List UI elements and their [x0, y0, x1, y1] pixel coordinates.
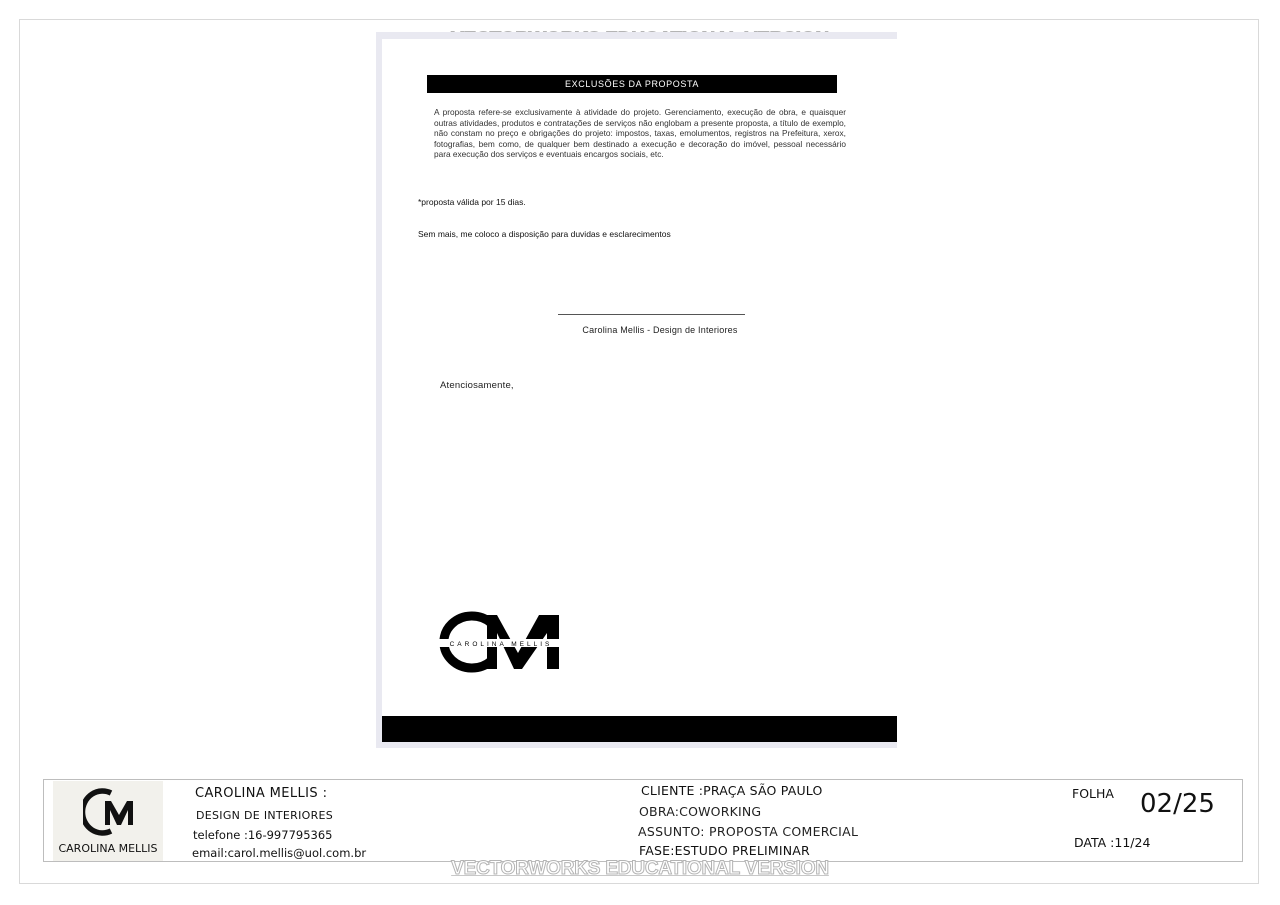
cm-monogram-icon — [83, 785, 135, 837]
assunto-field: ASSUNTO: PROPOSTA COMERCIAL — [638, 824, 859, 839]
signature-line — [558, 314, 745, 315]
cm-monogram-icon — [439, 609, 563, 673]
watermark-bottom: VECTORWORKS EDUCATIONAL VERSION — [451, 858, 829, 879]
sheet-number: 02/25 — [1140, 789, 1215, 819]
sheet-label: FOLHA — [1072, 786, 1114, 801]
closing-text: Sem mais, me coloco a disposição para duvidas e esclarecimentos — [418, 229, 671, 239]
validity-note: *proposta válida por 15 dias. — [418, 197, 526, 207]
client-field: CLIENTE :PRAÇA SÃO PAULO — [641, 783, 823, 798]
document-footer-bar — [382, 716, 897, 742]
section-title: EXCLUSÕES DA PROPOSTA — [427, 75, 837, 93]
obra-field: OBRA:COWORKING — [639, 804, 762, 819]
designer-phone: telefone :16-997795365 — [193, 828, 333, 842]
exclusions-paragraph: A proposta refere-se exclusivamente à atividade do projeto. Gerenciamento, execução de obra, e quaisquer outras atividades, produtos e contratações de serviços não englobam a presente proposta, a título de exemplo, não constam no preço e obrigações do projeto: impostos, taxas, emolumentos, registros na Prefeitura, xerox, fotografias, bem como, de qualquer bem destinado a execução e decoração do imóvel, pessoal necessário para execução dos serviços e eventuais encargos sociais, etc. — [434, 107, 846, 159]
logo-text: CAROLINA MELLIS — [449, 641, 553, 648]
designer-name: CAROLINA MELLIS : — [195, 786, 328, 801]
designer-role: DESIGN DE INTERIORES — [196, 809, 334, 822]
signature-name: Carolina Mellis - Design de Interiores — [582, 325, 738, 335]
designer-email: email:carol.mellis@uol.com.br — [192, 846, 367, 860]
regards-text: Atenciosamente, — [440, 380, 514, 391]
document-page — [382, 39, 897, 742]
logo-caption: CAROLINA MELLIS — [58, 842, 158, 855]
title-block-logo — [53, 781, 163, 861]
date-field: DATA :11/24 — [1074, 835, 1151, 850]
fase-field: FASE:ESTUDO PRELIMINAR — [639, 843, 810, 858]
